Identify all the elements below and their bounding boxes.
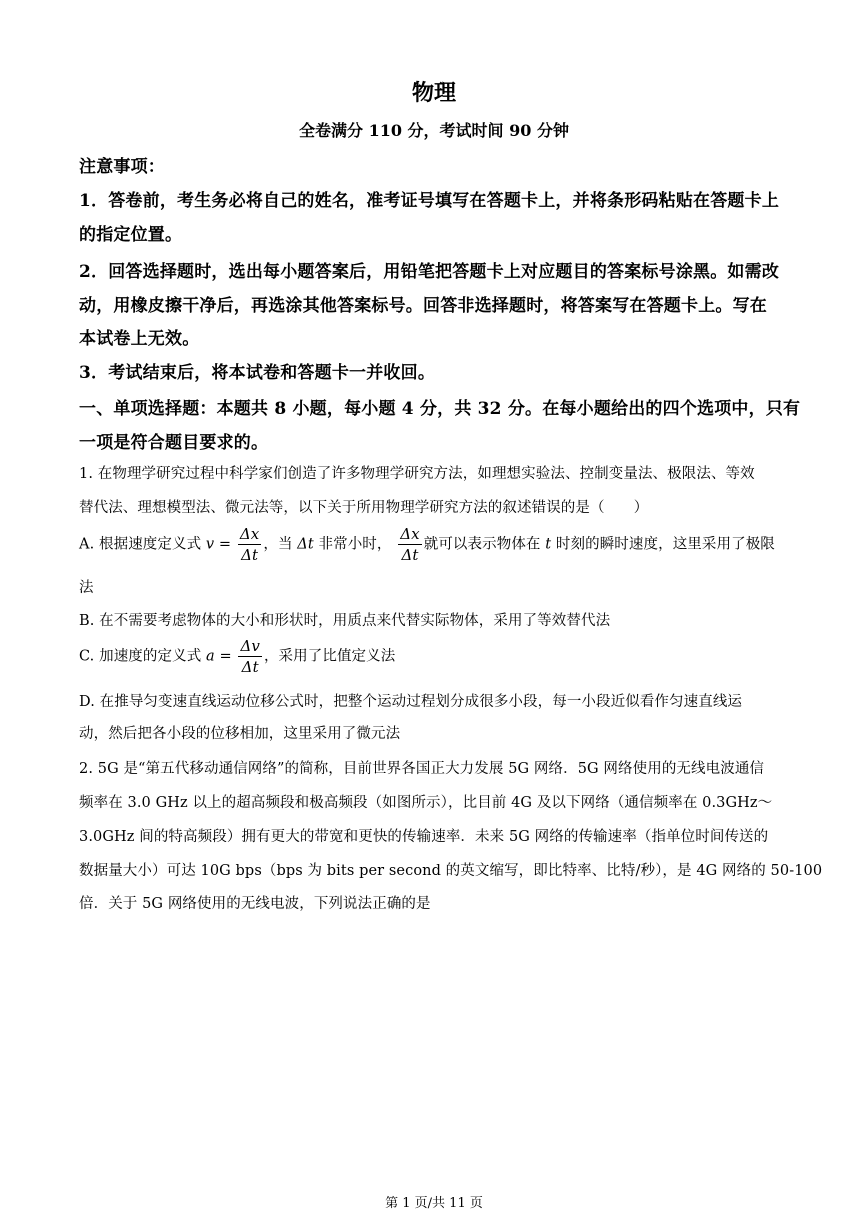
option-a-text-3: 非常小时， bbox=[313, 536, 392, 553]
question-1-option-a bbox=[79, 524, 791, 565]
question-1-option-b: B. 在不需要考虑物体的大小和形状时，用质点来代替实际物体，采用了等效替代法 bbox=[79, 613, 611, 629]
exam-subtitle: 全卷满分 110 分，考试时间 90 分钟 bbox=[299, 121, 569, 140]
notice-item-2-line2: 动，用橡皮擦干净后，再选涂其他答案标号。回答非选择题时，将答案写在答题卡上。写在 bbox=[79, 296, 767, 316]
section-heading-line1: 一、单项选择题：本题共 8 小题，每小题 4 分，共 32 分。在每小题给出的四个选项中，只有 bbox=[79, 399, 801, 419]
fraction-denominator: Δt bbox=[401, 546, 419, 564]
page-title: 物理 bbox=[411, 80, 456, 106]
option-c-text-1: C. 加速度的定义式 bbox=[79, 648, 207, 665]
fraction-dv-dt bbox=[238, 636, 262, 677]
fraction-dx-dt-2 bbox=[398, 524, 422, 565]
fraction-numerator: Δx bbox=[400, 525, 420, 543]
question-2-stem-line1: 2. 5G 是“第五代移动通信网络”的简称，目前世界各国正大力发展 5G 网络．5G 网络使用的无线电波通信 bbox=[79, 761, 765, 777]
fraction-dx-dt bbox=[238, 524, 262, 565]
var-a: a bbox=[206, 648, 215, 665]
question-1-option-d-line1: D. 在推导匀变速直线运动位移公式时，把整个运动过程划分成很多小段，每一小段近似看作匀速直线运 bbox=[79, 694, 743, 710]
fraction-numerator: Δv bbox=[240, 637, 260, 655]
question-1-option-a-cont: 法 bbox=[79, 580, 94, 596]
notice-item-2-line1: 2．回答选择题时，选出每小题答案后，用铅笔把答题卡上对应题目的答案标号涂黑。如需改 bbox=[79, 262, 780, 282]
notice-item-1-line2: 的指定位置。 bbox=[79, 225, 183, 245]
var-delta-t: Δt bbox=[297, 536, 314, 553]
option-a-text-1: A. 根据速度定义式 bbox=[79, 536, 206, 553]
page-footer: 第 1 页/共 11 页 bbox=[385, 1196, 483, 1211]
notice-item-3: 3．考试结束后，将本试卷和答题卡一并收回。 bbox=[79, 363, 436, 383]
option-a-text-4: 就可以表示物体在 bbox=[423, 536, 546, 553]
fraction-denominator: Δt bbox=[241, 658, 259, 676]
fraction-denominator: Δt bbox=[241, 546, 259, 564]
notice-item-1-line1: 1．答卷前，考生务必将自己的姓名，准考证号填写在答题卡上，并将条形码粘贴在答题卡上 bbox=[79, 191, 780, 211]
question-2-stem-line3: 3.0GHz 间的特高频段）拥有更大的带宽和更快的传输速率．未来 5G 网络的传输速率（指单位时间传送的 bbox=[79, 829, 769, 845]
var-v: v bbox=[205, 536, 215, 553]
question-2-stem-line2: 频率在 3.0 GHz 以上的超高频段和极高频段（如图所示），比目前 4G 及以下网络（通信频率在 0.3GHz～ bbox=[79, 795, 773, 811]
notice-item-2-line3: 本试卷上无效。 bbox=[79, 329, 200, 349]
equals-sign: = bbox=[214, 536, 236, 553]
question-1-stem-line1: 1. 在物理学研究过程中科学家们创造了许多物理学研究方法，如理想实验法、控制变量法、极限法、等效 bbox=[79, 466, 755, 482]
option-a-text-2: ，当 bbox=[263, 536, 298, 553]
option-a-text-5: 时刻的瞬时速度，这里采用了极限 bbox=[551, 536, 775, 553]
question-1-option-d-line2: 动，然后把各小段的位移相加，这里采用了微元法 bbox=[79, 726, 401, 742]
question-2-stem-line4: 数据量大小）可达 10G bps（bps 为 bits per second 的英文缩写，即比特率、比特/秒），是 4G 网络的 50-100 bbox=[79, 863, 823, 879]
fraction-numerator: Δx bbox=[239, 525, 260, 543]
equals-sign: = bbox=[214, 648, 237, 665]
section-heading-line2: 一项是符合题目要求的。 bbox=[79, 433, 269, 453]
option-c-text-2: ，采用了比值定义法 bbox=[263, 648, 396, 665]
question-2-stem-line5: 倍．关于 5G 网络使用的无线电波，下列说法正确的是 bbox=[79, 896, 431, 912]
var-t: t bbox=[545, 536, 552, 553]
notice-heading: 注意事项： bbox=[79, 157, 165, 177]
question-1-option-c bbox=[79, 636, 791, 677]
question-1-stem-line2: 替代法、理想模型法、微元法等，以下关于所用物理学研究方法的叙述错误的是（ ） bbox=[79, 500, 649, 516]
